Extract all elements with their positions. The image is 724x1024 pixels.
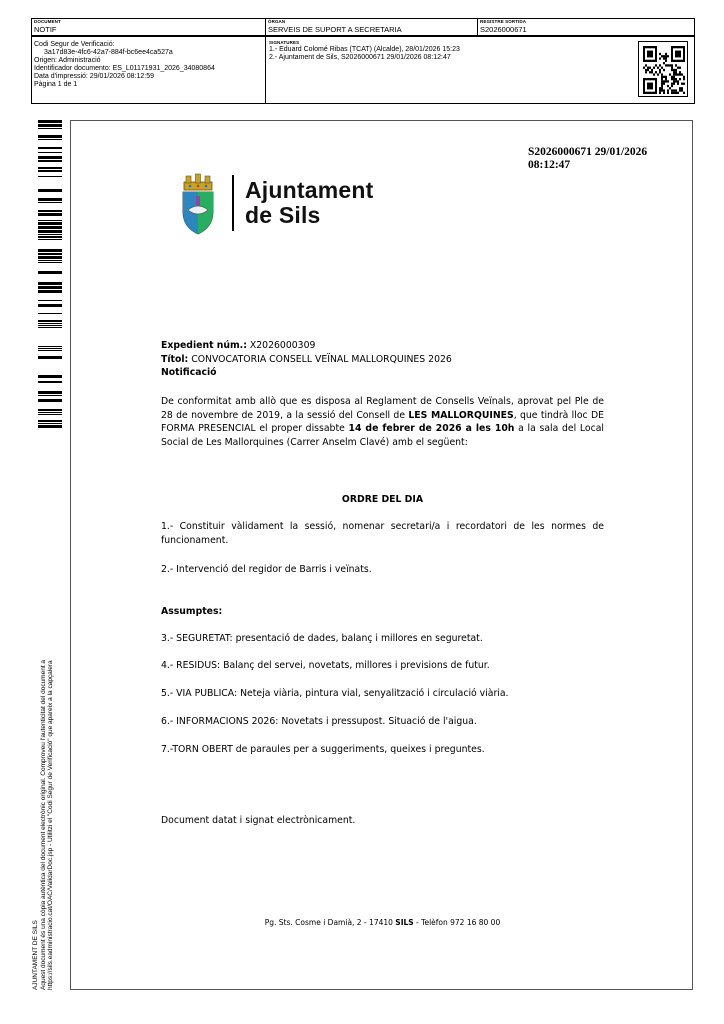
logo-divider bbox=[232, 175, 234, 231]
body-paragraph bbox=[161, 395, 604, 449]
registry-stamp-line1: S2026000671 29/01/2026 bbox=[528, 146, 648, 158]
footer-part2: - Telèfon 972 16 80 00 bbox=[413, 918, 501, 927]
logo-line2: de Sils bbox=[245, 202, 321, 228]
agenda-item-7: 7.-TORN OBERT de paraules per a suggeriments, queixes i preguntes. bbox=[161, 744, 485, 755]
expedient-block bbox=[161, 339, 604, 380]
body-bold1: LES MALLORQUINES bbox=[408, 409, 514, 421]
header-document-cell bbox=[32, 19, 266, 35]
signature-1: 1.- Eduard Colomé Ribas (TCAT) (Alcalde), 28/01/2026 15:23 bbox=[269, 46, 460, 53]
registry-stamp bbox=[528, 146, 678, 172]
titol-value: CONVOCATORIA CONSELL VEÏNAL MALLORQUINES 2026 bbox=[188, 353, 452, 365]
document-value: NOTIF bbox=[34, 25, 57, 34]
agenda-item-4: 4.- RESIDUS: Balanç del servei, novetats, millores i previsions de futur. bbox=[161, 660, 490, 671]
expedient-line bbox=[161, 339, 604, 353]
titol-label: Títol: bbox=[161, 353, 189, 365]
page-footer bbox=[161, 918, 604, 927]
logo-line1: Ajuntament bbox=[245, 177, 374, 203]
agenda-item-5: 5.- VIA PUBLICA: Neteja viària, pintura vial, senyalització i circulació viària. bbox=[161, 688, 509, 699]
side-text-line1: AJUNTAMENT DE SILS bbox=[32, 920, 39, 990]
titol-line bbox=[161, 353, 604, 367]
qr-code-icon[interactable] bbox=[638, 41, 688, 97]
organ-value: SERVEIS DE SUPORT A SECRETARIA bbox=[268, 25, 402, 34]
verification-info bbox=[32, 37, 266, 103]
body-part1: De conformitat amb allò que es disposa al Reglament de Consells Veïnals, aprovat pel Ple de 28 de novembre de 2019, a la sessió del Consell de bbox=[161, 396, 604, 421]
document-frame bbox=[70, 120, 693, 990]
data-impressio: Data d'impressió: 29/01/2026 08:12:59 bbox=[34, 73, 155, 80]
expedient-label: Expedient núm.: bbox=[161, 340, 247, 351]
agenda-item-6: 6.- INFORMACIONS 2026: Novetats i pressupost. Situació de l'aigua. bbox=[161, 716, 477, 727]
signature-2: 2.- Ajuntament de Sils, S2026000671 29/01/2026 08:12:47 bbox=[269, 54, 451, 61]
coat-of-arms-icon bbox=[178, 172, 218, 236]
footer-bold: SILS bbox=[395, 918, 414, 927]
signed-statement: Document datat i signat electrònicament. bbox=[161, 815, 356, 826]
header-organ-cell bbox=[266, 19, 478, 35]
header-registre-cell bbox=[478, 19, 694, 35]
origen: Origen: Administració bbox=[34, 57, 101, 64]
notificacio-label: Notificació bbox=[161, 367, 217, 379]
identificador: Identificador documento: ES_L01171931_2026_34080864 bbox=[34, 65, 215, 72]
side-authenticity-text bbox=[32, 659, 55, 990]
csv-label: Codi Segur de Verificació: bbox=[34, 41, 115, 48]
body-bold2: 14 de febrer de 2026 a les 10h bbox=[348, 423, 515, 435]
agenda-item-2: 2.- Intervenció del regidor de Barris i veïnats. bbox=[161, 564, 372, 575]
signatures-label: SIGNATURES bbox=[269, 40, 300, 45]
header-top-row bbox=[31, 18, 695, 36]
side-text-line3: https://sils.eadministracio.cat/OAC/ValidarDoc.jsp - Utilitzi el "Codi Segur de Verificació" que apareix a la capçalera bbox=[47, 660, 54, 990]
document-label: DOCUMENT bbox=[34, 19, 61, 24]
csv-value[interactable]: 3a17d83e-4fc6-42a7-884f-bc6ee4ca527a bbox=[44, 49, 173, 56]
organ-label: ÒRGAN bbox=[268, 19, 286, 24]
registre-value: S2026000671 bbox=[480, 25, 527, 34]
body-part3: a la sala del Local Social de Les Mallorquines (Carrer Anselm Clavé) amb el següent: bbox=[161, 423, 604, 448]
registre-label: REGISTRE SORTIDA bbox=[480, 19, 527, 24]
footer-part1: Pg. Sts. Cosme i Damià, 2 - 17410 bbox=[264, 918, 396, 927]
registry-stamp-line2: 08:12:47 bbox=[528, 159, 571, 171]
side-text-line2: Aquest document és una còpia autèntica del document electrònic original. Comproveu l'autenticitat del document a bbox=[39, 659, 47, 990]
barcode-icon bbox=[38, 120, 62, 430]
notificacio bbox=[161, 366, 604, 380]
expedient-value: X2026000309 bbox=[246, 340, 316, 351]
body-part2: , que tindrà lloc DE FORMA PRESENCIAL el proper dissabte bbox=[161, 409, 604, 435]
agenda-item-3: 3.- SEGURETAT: presentació de dades, balanç i millores en seguretat. bbox=[161, 633, 483, 644]
ordre-del-dia-title: ORDRE DEL DIA bbox=[341, 494, 424, 505]
pagina: Pàgina 1 de 1 bbox=[34, 81, 78, 88]
header-info-row bbox=[31, 36, 695, 104]
assumptes-heading: Assumptes: bbox=[161, 606, 223, 617]
signatures-info bbox=[266, 37, 633, 103]
municipality-logo-text bbox=[245, 178, 374, 228]
agenda-item-1: 1.- Constituir vàlidament la sessió, nomenar secretari/a i recordatori de les normes de funcionament. bbox=[161, 521, 604, 546]
